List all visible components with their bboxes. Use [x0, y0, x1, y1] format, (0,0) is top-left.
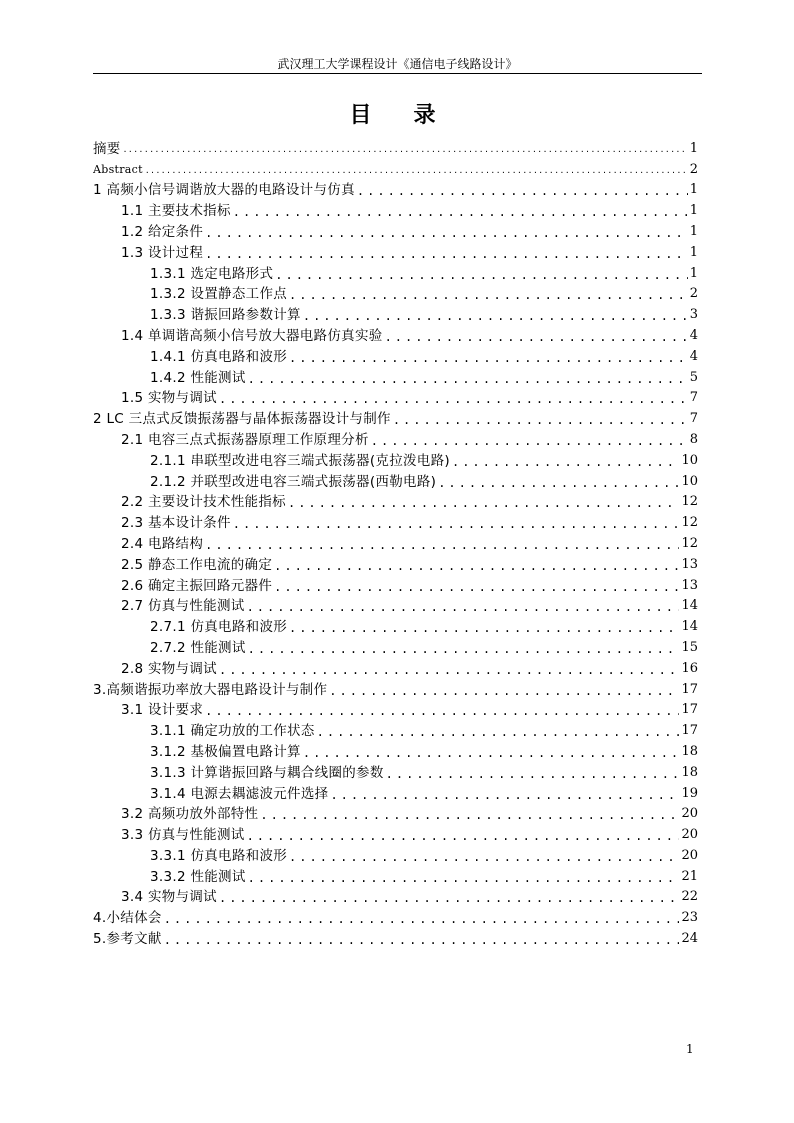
toc-entry-page: 1 — [689, 203, 698, 219]
toc-dot-leader — [233, 516, 680, 532]
toc-entry-page: 24 — [681, 931, 698, 947]
toc-entry-label: 2.6 确定主振回路元器件 — [121, 577, 273, 594]
toc-entry-label: 1.3.1 选定电路形式 — [150, 265, 274, 282]
toc-entry-label: 1.3.2 设置静态工作点 — [150, 286, 288, 303]
toc-entry-label: 1.4 单调谐高频小信号放大器电路仿真实验 — [121, 327, 383, 344]
toc-entry[interactable] — [93, 906, 698, 927]
toc-dot-leader — [248, 641, 680, 657]
toc-dot-leader — [289, 849, 679, 865]
toc-entry-page: 17 — [681, 723, 698, 739]
toc-entry[interactable] — [93, 387, 698, 408]
toc-entry-page: 1 — [689, 244, 698, 260]
toc-entry[interactable] — [93, 678, 698, 699]
toc-entry-label: 3.1.2 基极偏置电路计算 — [150, 743, 301, 760]
toc-entry[interactable] — [93, 532, 698, 553]
toc-entry-page: 13 — [681, 577, 698, 593]
toc-entry[interactable] — [93, 491, 698, 512]
toc-entry-page: 20 — [681, 806, 698, 822]
toc-entry-label: 3.1.3 计算谐振回路与耦合线圈的参数 — [150, 764, 384, 781]
toc-entry-page: 1 — [689, 265, 698, 281]
toc-entry-page: 19 — [681, 785, 698, 801]
toc-entry-label: 3.高频谐振功率放大器电路设计与制作 — [93, 681, 328, 698]
toc-dot-leader — [248, 371, 688, 387]
toc-entry[interactable] — [93, 158, 698, 179]
toc-entry-label: 1.1 主要技术指标 — [121, 203, 231, 220]
toc-entry-label: 2.1 电容三点式振荡器原理工作原理分析 — [121, 431, 369, 448]
toc-entry[interactable] — [93, 303, 698, 324]
toc-dot-leader — [438, 475, 679, 491]
toc-dot-leader — [205, 703, 679, 719]
toc-entry-label: 3.2 高频功放外部特性 — [121, 806, 259, 823]
toc-entry-label: 3.4 实物与调试 — [121, 889, 217, 906]
toc-entry-label: 1.2 给定条件 — [121, 223, 204, 240]
toc-entry[interactable] — [93, 283, 698, 304]
toc-dot-leader — [330, 787, 679, 803]
toc-dot-leader — [317, 724, 680, 740]
toc-entry-label: 2.7 仿真与性能测试 — [121, 598, 245, 615]
toc-entry[interactable] — [93, 574, 698, 595]
toc-entry-page: 7 — [689, 411, 698, 427]
toc-entry-page: 17 — [681, 702, 698, 718]
toc-entry-label: 1 高频小信号调谐放大器的电路设计与仿真 — [93, 182, 355, 199]
toc-entry-page: 12 — [681, 535, 698, 551]
toc-entry-label: 1.3.3 谐振回路参数计算 — [150, 307, 301, 324]
toc-entry-page: 1 — [689, 182, 698, 198]
toc-entry-page: 5 — [689, 369, 698, 385]
toc-entry[interactable] — [93, 886, 698, 907]
toc-entry[interactable] — [93, 137, 698, 158]
toc-entry-label: 1.4.2 性能测试 — [150, 369, 246, 386]
toc-entry-page: 2 — [689, 286, 698, 302]
toc-entry-page: 20 — [681, 847, 698, 863]
toc-entry[interactable] — [93, 553, 698, 574]
toc-entry[interactable] — [93, 241, 698, 262]
table-of-contents — [93, 137, 698, 948]
toc-entry-page: 1 — [689, 223, 698, 239]
toc-dot-leader — [219, 890, 679, 906]
toc-dot-leader — [248, 870, 680, 886]
toc-entry-label: 2.8 实物与调试 — [121, 660, 217, 677]
toc-entry-page: 10 — [681, 473, 698, 489]
toc-entry-label: 2.5 静态工作电流的确定 — [121, 556, 273, 573]
toc-entry-label: 4.小结体会 — [93, 910, 162, 927]
toc-entry[interactable] — [93, 740, 698, 761]
toc-entry-label: 1.4.1 仿真电路和波形 — [150, 348, 288, 365]
toc-entry-page: 4 — [689, 348, 698, 364]
toc-entry-page: 13 — [681, 556, 698, 572]
page-header: 武汉理工大学课程设计《通信电子线路设计》 — [277, 57, 518, 71]
toc-entry[interactable] — [93, 345, 698, 366]
toc-entry[interactable] — [93, 511, 698, 532]
toc-dot-leader — [289, 287, 688, 303]
toc-entry-page: 22 — [681, 889, 698, 905]
toc-entry[interactable] — [93, 324, 698, 345]
toc-entry-label: 2.7.1 仿真电路和波形 — [150, 619, 288, 636]
toc-dot-leader — [219, 662, 679, 678]
toc-entry-page: 3 — [689, 307, 698, 323]
toc-dot-leader — [329, 683, 679, 699]
toc-entry[interactable] — [93, 865, 698, 886]
toc-entry-page: 12 — [681, 494, 698, 510]
toc-dot-leader — [260, 807, 679, 823]
toc-entry[interactable] — [93, 220, 698, 241]
toc-entry-label: 摘要 — [93, 140, 121, 157]
toc-dot-leader — [247, 828, 680, 844]
toc-dot-leader — [219, 391, 688, 407]
toc-dot-leader — [247, 599, 680, 615]
toc-entry-label: 2.1.2 并联型改进电容三端式振荡器(西勒电路) — [150, 473, 437, 490]
toc-dot-leader — [205, 537, 679, 553]
toc-entry-label: 2 LC 三点式反馈振荡器与晶体振荡器设计与制作 — [93, 411, 391, 428]
toc-entry[interactable] — [93, 782, 698, 803]
toc-entry-page: 14 — [681, 598, 698, 614]
toc-entry[interactable] — [93, 927, 698, 948]
toc-dot-leader — [145, 163, 688, 179]
toc-entry-label: 3.3 仿真与性能测试 — [121, 827, 245, 844]
toc-dot-leader — [164, 932, 680, 948]
toc-entry-page: 12 — [681, 515, 698, 531]
toc-dot-leader — [274, 579, 679, 595]
toc-entry[interactable] — [93, 449, 698, 470]
toc-entry-label: 1.3 设计过程 — [121, 244, 204, 261]
toc-entry-label: Abstract — [93, 162, 143, 176]
toc-dot-leader — [205, 246, 688, 262]
page-number: 1 — [686, 1042, 694, 1056]
toc-entry-page: 14 — [681, 619, 698, 635]
toc-entry-label: 2.2 主要设计技术性能指标 — [121, 494, 286, 511]
toc-entry-page: 4 — [689, 327, 698, 343]
toc-entry-page: 18 — [681, 764, 698, 780]
toc-dot-leader — [303, 308, 688, 324]
toc-dot-leader — [164, 911, 680, 927]
toc-entry-label: 2.7.2 性能测试 — [150, 639, 246, 656]
toc-title: 目 录 — [349, 103, 446, 128]
toc-entry[interactable] — [93, 657, 698, 678]
toc-entry[interactable] — [93, 803, 698, 824]
toc-dot-leader — [386, 766, 680, 782]
toc-entry-label: 3.1.4 电源去耦滤波元件选择 — [150, 785, 329, 802]
toc-entry[interactable] — [93, 470, 698, 491]
toc-entry-label: 3.1.1 确定功放的工作状态 — [150, 723, 315, 740]
toc-entry[interactable] — [93, 428, 698, 449]
toc-dot-leader — [205, 225, 688, 241]
toc-entry-page: 1 — [689, 140, 698, 156]
toc-entry[interactable] — [93, 719, 698, 740]
toc-entry-label: 1.5 实物与调试 — [121, 390, 217, 407]
toc-entry[interactable] — [93, 366, 698, 387]
toc-dot-leader — [275, 267, 687, 283]
toc-entry[interactable] — [93, 844, 698, 865]
toc-dot-leader — [393, 412, 688, 428]
toc-entry-page: 10 — [681, 452, 698, 468]
toc-entry-page: 8 — [689, 431, 698, 447]
toc-entry-page: 16 — [681, 660, 698, 676]
toc-entry-label: 5.参考文献 — [93, 931, 162, 948]
toc-dot-leader — [357, 183, 688, 199]
toc-entry-label: 2.1.1 串联型改进电容三端式振荡器(克拉泼电路) — [150, 452, 450, 469]
toc-entry-page: 17 — [681, 681, 698, 697]
toc-entry[interactable] — [93, 615, 698, 636]
toc-dot-leader — [123, 142, 688, 158]
toc-entry-label: 2.3 基本设计条件 — [121, 515, 231, 532]
toc-entry-label: 3.3.1 仿真电路和波形 — [150, 847, 288, 864]
header-rule — [93, 73, 702, 74]
toc-dot-leader — [303, 745, 680, 761]
toc-dot-leader — [289, 620, 679, 636]
toc-entry-label: 2.4 电路结构 — [121, 535, 204, 552]
toc-entry[interactable] — [93, 407, 698, 428]
toc-entry[interactable] — [93, 636, 698, 657]
toc-entry[interactable] — [93, 823, 698, 844]
toc-dot-leader — [288, 495, 679, 511]
toc-dot-leader — [233, 204, 688, 220]
toc-entry-page: 21 — [681, 868, 698, 884]
toc-entry[interactable] — [93, 761, 698, 782]
toc-dot-leader — [452, 454, 679, 470]
toc-entry[interactable] — [93, 595, 698, 616]
toc-dot-leader — [385, 329, 688, 345]
toc-entry-page: 2 — [689, 161, 698, 177]
toc-entry-page: 7 — [689, 390, 698, 406]
toc-entry-label: 3.1 设计要求 — [121, 702, 204, 719]
toc-entry-label: 3.3.2 性能测试 — [150, 868, 246, 885]
toc-entry[interactable] — [93, 199, 698, 220]
toc-dot-leader — [371, 433, 688, 449]
toc-dot-leader — [274, 558, 679, 574]
toc-entry[interactable] — [93, 179, 698, 200]
toc-entry[interactable] — [93, 699, 698, 720]
toc-entry-page: 15 — [681, 639, 698, 655]
toc-entry-page: 18 — [681, 743, 698, 759]
toc-entry-page: 23 — [681, 910, 698, 926]
toc-entry[interactable] — [93, 262, 698, 283]
toc-dot-leader — [289, 350, 688, 366]
toc-entry-page: 20 — [681, 827, 698, 843]
